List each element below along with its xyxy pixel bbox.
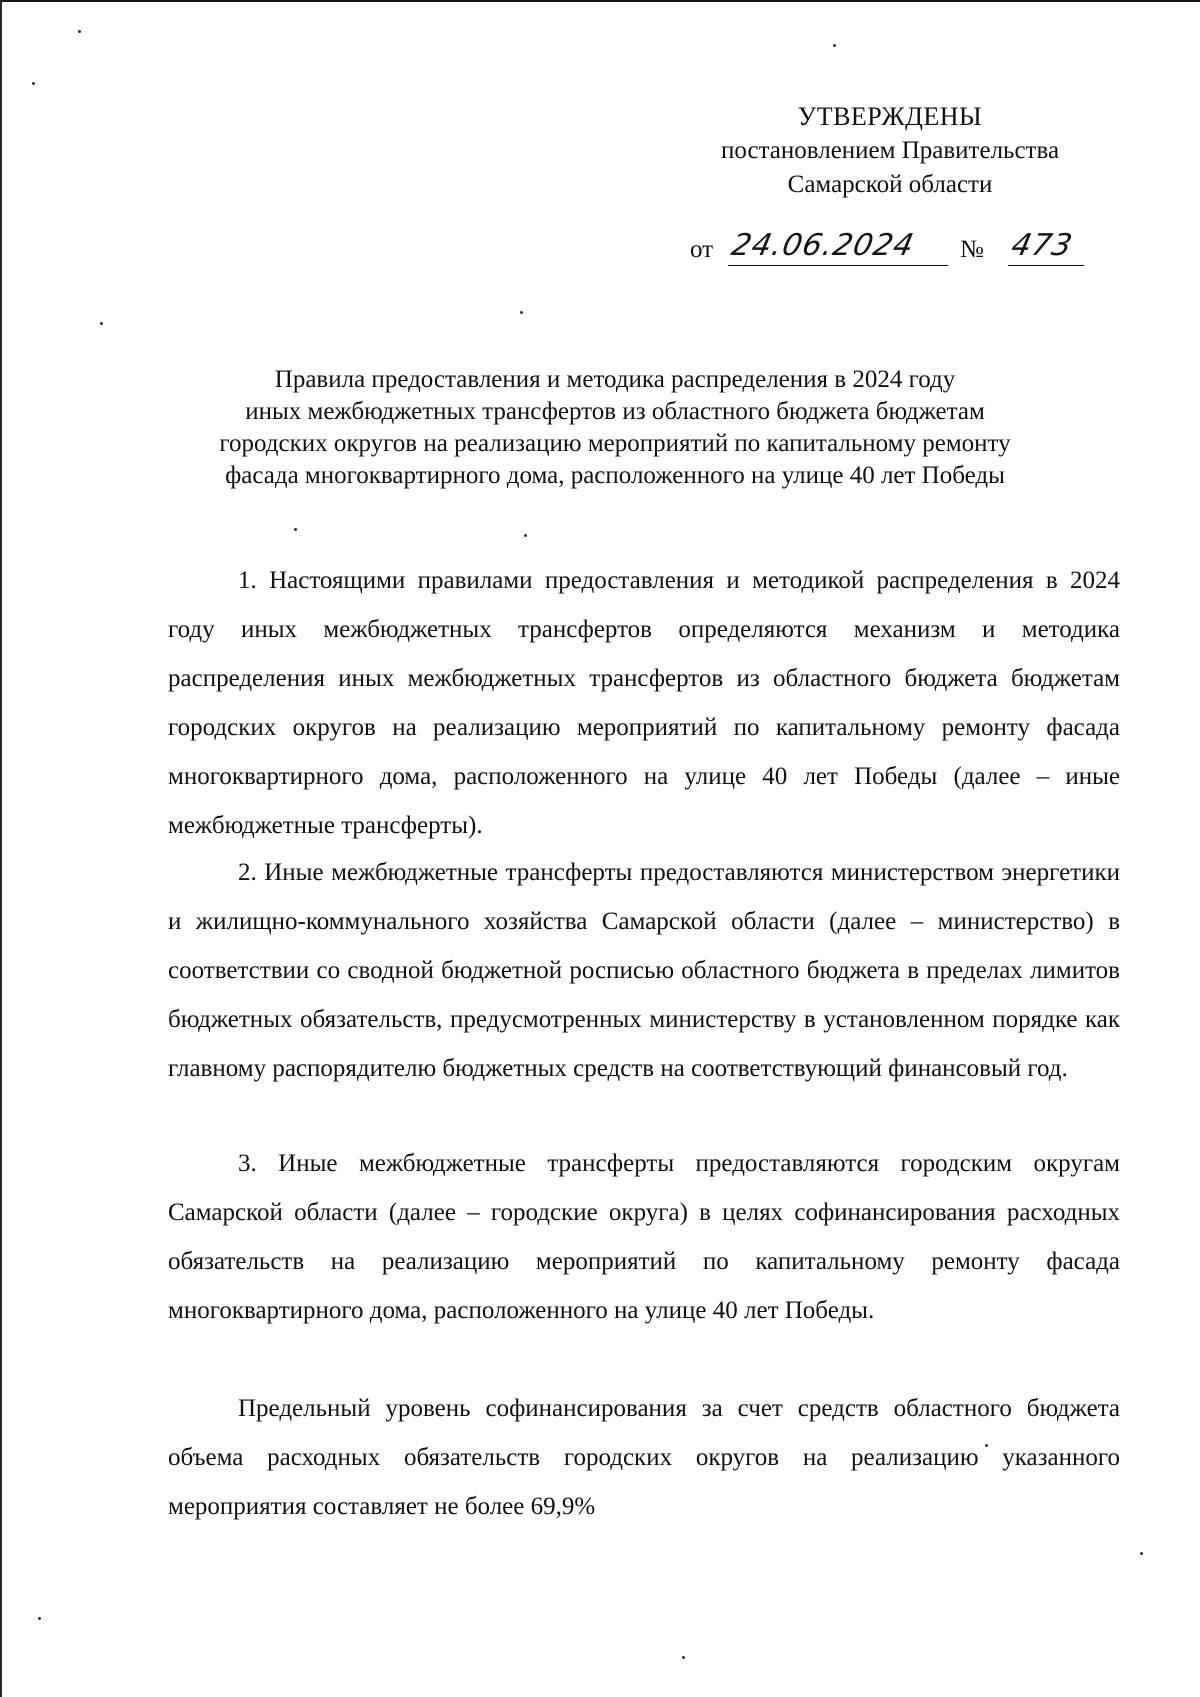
approval-block xyxy=(690,100,1090,202)
scan-speck xyxy=(520,311,523,314)
page-top-edge xyxy=(0,0,1200,2)
approved-by-line-2: Самарской области xyxy=(787,171,993,198)
approved-by-line-1: постановлением Правительства xyxy=(720,137,1060,164)
number-field xyxy=(1008,228,1084,266)
scan-speck xyxy=(682,1656,685,1659)
scan-speck xyxy=(294,528,297,531)
document-title xyxy=(150,364,1080,492)
title-line-2: иных межбюджетных трансфертов из областного бюджета бюджетам xyxy=(245,398,985,425)
date-number-line xyxy=(690,230,1090,270)
date-field xyxy=(728,228,948,266)
scan-speck xyxy=(833,44,836,47)
paragraph-4: Предельный уровень софинансирования за счет средств областного бюджета объема расходных обязательств городских округов на реализацию указанного мероприятия составляет не более 69,9% xyxy=(168,1395,1120,1520)
scan-speck xyxy=(100,322,103,325)
approved-label: УТВЕРЖДЕНЫ xyxy=(797,102,983,131)
scan-speck xyxy=(1140,1552,1143,1555)
scan-speck xyxy=(32,82,35,85)
title-line-4: фасада многоквартирного дома, расположенного на улице 40 лет Победы xyxy=(225,462,1005,489)
title-line-1: Правила предоставления и методика распределения в 2024 году xyxy=(274,366,956,393)
title-line-3: городских округов на реализацию мероприятий по капитальному ремонту xyxy=(219,430,1011,457)
paragraph-1: 1. Настоящими правилами предоставления и методикой распределения в 2024 году иных межбюджетных трансфертов определяются механизм и методика распределения иных межбюджетных трансфертов из областного бюджета бюджетам городских округов на реализацию мероприятий по капитальному ремонту фасада многоквартирного дома, расположенного на улице 40 лет Победы (далее – иные межбюджетные трансферты). xyxy=(168,567,1120,839)
handwritten-date: 24.06.2024 xyxy=(728,228,918,263)
scan-speck xyxy=(78,30,81,33)
paragraph-3: 3. Иные межбюджетные трансферты предоставляются городским округам Самарской области (далее – городские округа) в целях софинансирования расходных обязательств на реализацию мероприятий по капитальному ремонту фасада многоквартирного дома, расположенного на улице 40 лет Победы. xyxy=(168,1150,1120,1324)
paragraph-2: 2. Иные межбюджетные трансферты предоставляются министерством энергетики и жилищно-коммунального хозяйства Самарской области (далее – министерство) в соответствии со сводной бюджетной росписью областного бюджета в пределах лимитов бюджетных обязательств, предусмотренных министерству в установленном порядке как главному распорядителю бюджетных средств на соответствующий финансовый год. xyxy=(168,859,1120,1082)
page-left-edge xyxy=(0,0,2,1697)
scan-speck xyxy=(38,1617,41,1620)
scan-speck xyxy=(524,534,527,537)
date-prefix: от xyxy=(690,236,714,263)
number-label: № xyxy=(960,236,984,263)
handwritten-number: 473 xyxy=(1008,228,1076,263)
